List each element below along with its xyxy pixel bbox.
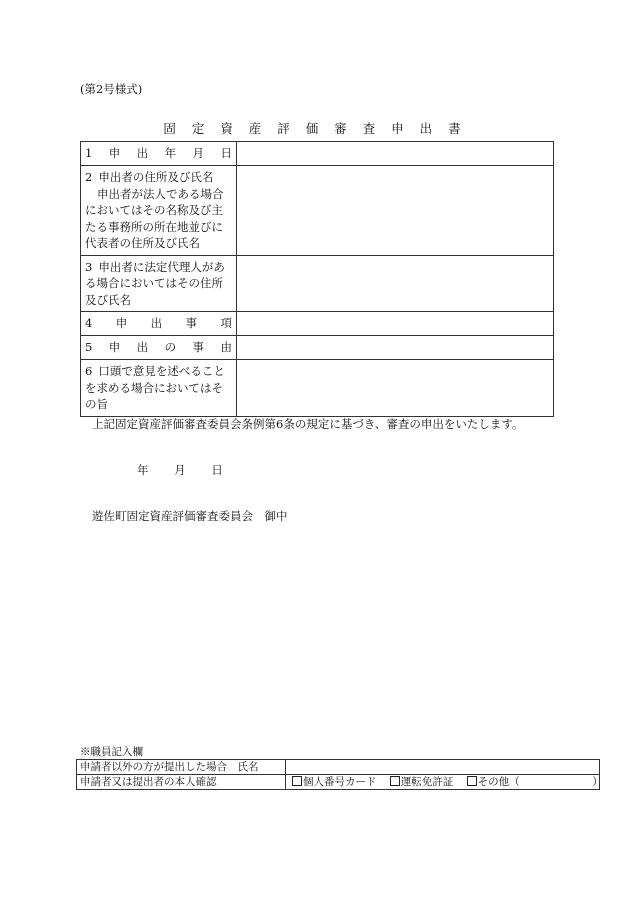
row-number: 5 xyxy=(85,340,93,354)
row-number: 1 xyxy=(85,146,93,160)
value-oral-statement[interactable] xyxy=(237,360,554,417)
row-number: 4 xyxy=(85,316,93,330)
label-application-date: 1 申 出 年 月 日 xyxy=(81,142,237,166)
value-applicant-address-name[interactable] xyxy=(237,166,554,256)
staff-section-heading: ※職員記入欄 xyxy=(80,746,143,758)
value-application-matters[interactable] xyxy=(237,312,554,336)
label-application-matters: 4 申 出 事 項 xyxy=(81,312,237,336)
date-year: 年 xyxy=(137,463,149,477)
staff-table xyxy=(76,759,603,790)
form-number: (第2号様式) xyxy=(80,82,143,96)
row-number: 2 xyxy=(85,170,93,184)
option-drivers-license[interactable]: 運転免許証 xyxy=(390,776,457,788)
addressee: 遊佐町固定資産評価審査委員会 御中 xyxy=(92,509,288,523)
table-row xyxy=(81,312,554,336)
date-day: 日 xyxy=(211,463,223,477)
close-paren: ） xyxy=(592,776,603,788)
checkbox-icon[interactable] xyxy=(467,776,477,786)
label-applicant-address-name: 2 申出者の住所及び氏名 申出者が法人である場合 においてはその名称及び主 たる事務所の所在地並びに 代表者の住所及び氏名 xyxy=(81,166,237,256)
declaration-text: 上記固定資産評価審査委員会条例第6条の規定に基づき、審査の申出をいたします。 xyxy=(92,417,524,431)
value-application-reason[interactable] xyxy=(237,336,554,360)
application-table xyxy=(80,141,554,417)
checkbox-icon[interactable] xyxy=(292,776,302,786)
label-legal-representative: 3 申出者に法定代理人があ る場合においてはその住所 及び氏名 xyxy=(81,255,237,312)
table-row xyxy=(81,166,554,256)
table-row xyxy=(77,775,600,790)
staff-identity-options xyxy=(286,775,603,790)
row-number: 3 xyxy=(85,259,93,274)
table-row xyxy=(81,360,554,417)
value-legal-representative[interactable] xyxy=(237,255,554,312)
label-application-reason: 5 申 出 の 事 由 xyxy=(81,336,237,360)
label-oral-statement: 6 口頭で意見を述べること を求める場合においてはそ の旨 xyxy=(81,360,237,417)
checkbox-icon[interactable] xyxy=(390,776,400,786)
table-row xyxy=(81,142,554,166)
row-number: 6 xyxy=(85,364,93,378)
table-row xyxy=(81,255,554,312)
staff-proxy-name-field[interactable] xyxy=(286,760,600,775)
option-mynumber-card[interactable]: 個人番号カード xyxy=(292,776,380,788)
table-row xyxy=(77,760,600,775)
staff-proxy-label: 申請者以外の方が提出した場合 氏名 xyxy=(77,760,286,775)
value-application-date[interactable] xyxy=(237,142,554,166)
date-month: 月 xyxy=(174,463,186,477)
staff-identity-label: 申請者又は提出者の本人確認 xyxy=(77,775,286,790)
table-row xyxy=(81,336,554,360)
date-line xyxy=(137,462,223,478)
document-title: 固 定 資 産 評 価 審 査 申 出 書 xyxy=(163,121,467,136)
option-other[interactable]: その他（ xyxy=(467,776,523,788)
